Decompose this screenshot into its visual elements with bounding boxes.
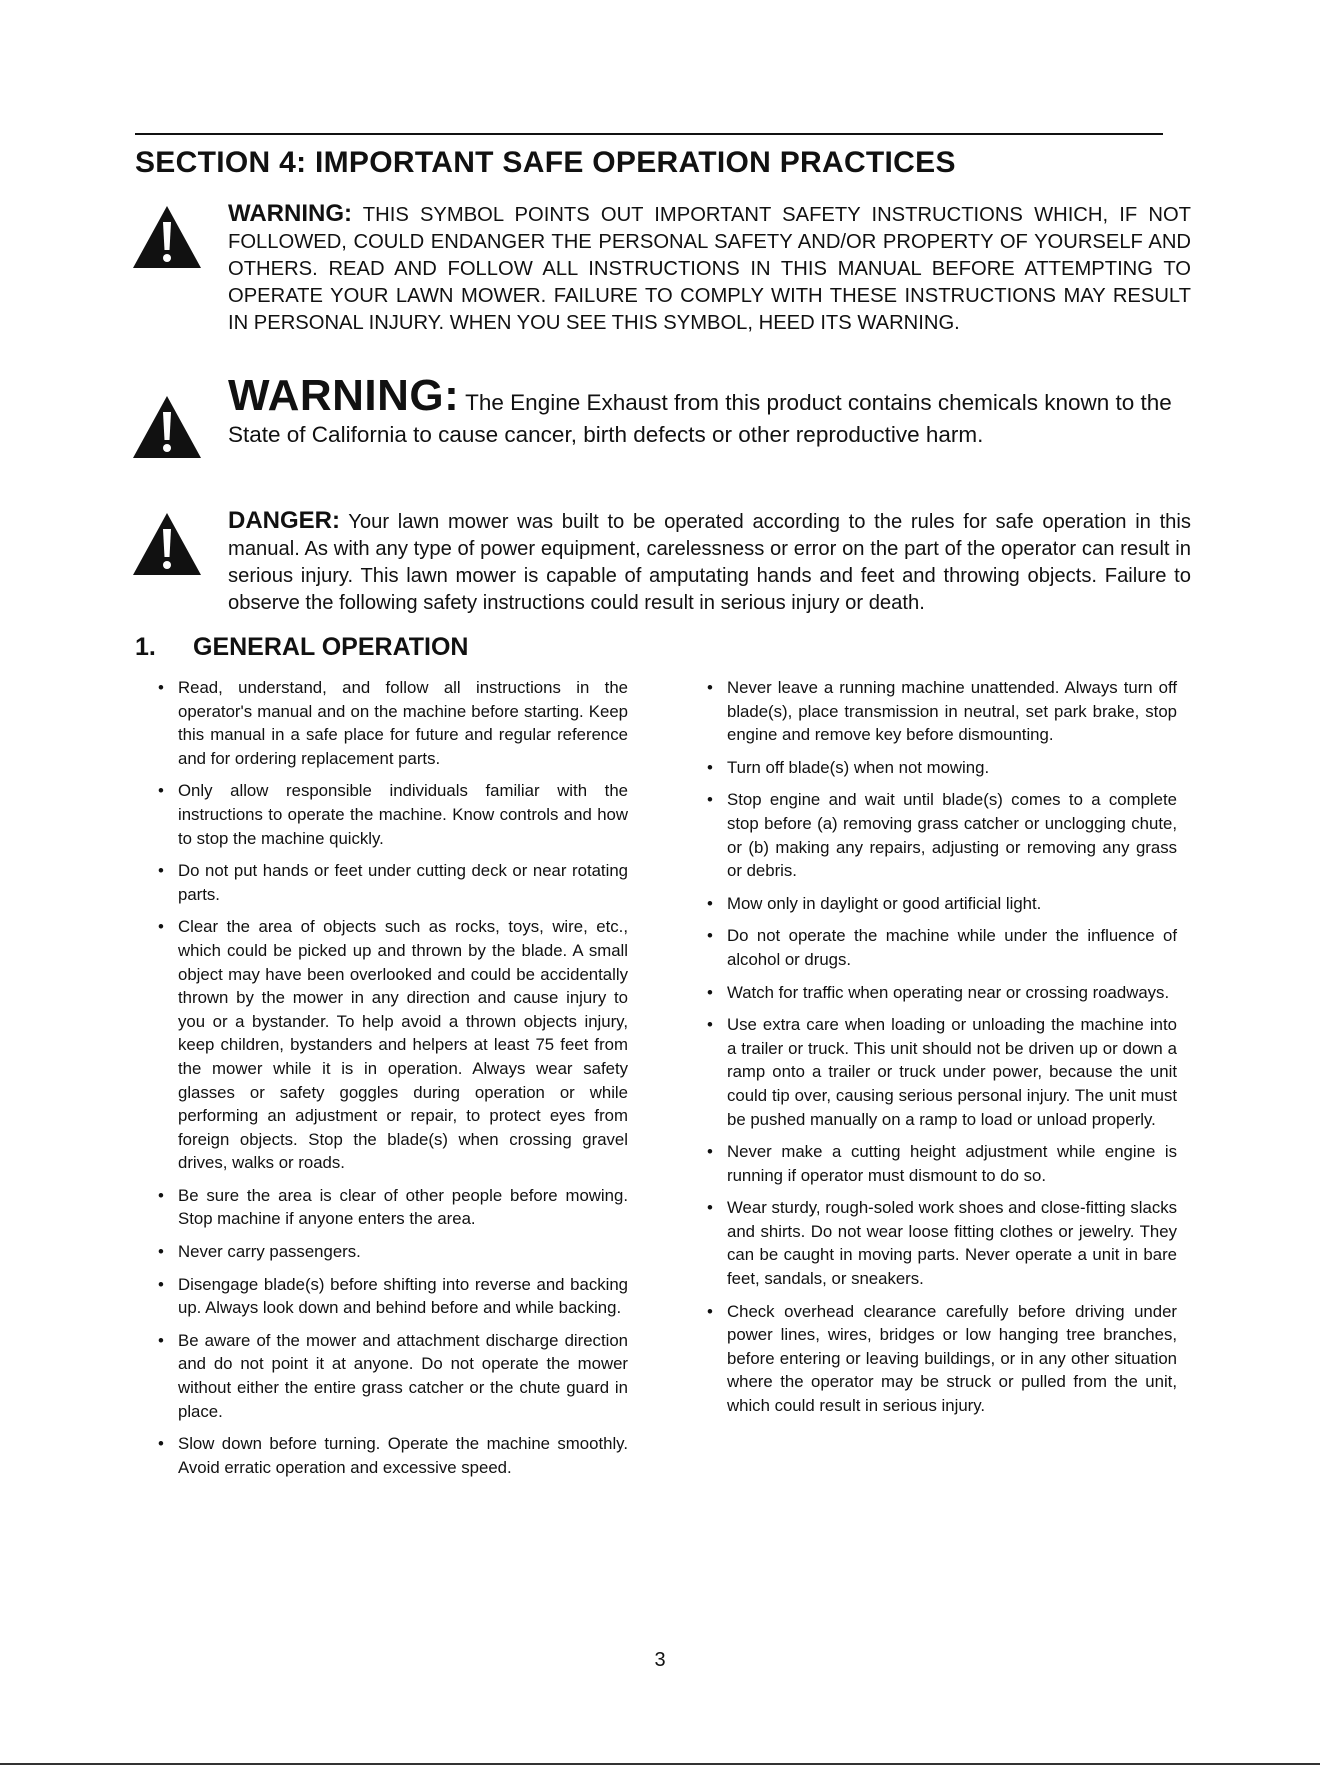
warning-triangle-icon [131,204,203,270]
list-item: • Clear the area of objects such as rocks, toys, wire, etc., which could be picked up and thrown by the blade. A small object may have been overlooked and could be accidentally thrown by the mower in any direction and cause injury to you or a bystander. To help avoid a thrown objects injury, keep children, bystanders and helpers at least 75 feet from the mower while it is in operation. Always wear safety glasses or safety goggles during operation or while performing an adjustment or repair, to protect eyes from foreign objects. Stop the blade(s) when crossing gravel drives, walks or roads. [158,917,628,1173]
list-item: • Disengage blade(s) before shifting into reverse and backing up. Always look down and behind before and while backing. [158,1274,628,1318]
list-item: • Never leave a running machine unattended. Always turn off blade(s), place transmission in neutral, set park brake, stop engine and remove key before dismounting. [707,678,1177,745]
list-item: • Read, understand, and follow all instructions in the operator's manual and on the machine before starting. Keep this manual in a safe place for future and regular reference and for ordering replacement parts. [158,678,628,768]
right-bullet-list [707,676,1177,1418]
warning-body: The Engine Exhaust from this product contains chemicals known to the State of California to cause cancer, birth defects or other reproductive harm. [228,390,1172,447]
heading-title: GENERAL OPERATION [193,633,469,661]
warning-signal-word: WARNING: [228,200,352,227]
danger-body: Your lawn mower was built to be operated according to the rules for safe operation in this manual. As with any type of power equipment, carelessness or error on the part of the operator can result in serious injury. This lawn mower is capable of amputating hands and feet and throwing objects. Failure to observe the following safety instructions could result in serious injury or death. [228,511,1191,614]
heading-number: 1. [135,633,156,661]
warning-triangle-icon [131,394,203,460]
section-title: SECTION 4: IMPORTANT SAFE OPERATION PRACTICES [135,146,956,179]
warning-text [228,200,1191,337]
warning-triangle-icon [131,511,203,577]
list-item: • Slow down before turning. Operate the machine smoothly. Avoid erratic operation and excessive speed. [158,1434,628,1477]
list-item: • Never make a cutting height adjustment while engine is running if operator must dismount to do so. [707,1142,1177,1185]
warning-signal-word: WARNING: [228,371,460,420]
right-column [707,676,1177,1427]
list-item: • Only allow responsible individuals familiar with the instructions to operate the machine. Know controls and how to stop the machine quickly. [158,781,628,848]
list-item: • Do not put hands or feet under cutting deck or near rotating parts. [158,861,628,904]
list-item: • Be aware of the mower and attachment discharge direction and do not point it at anyone. Do not operate the mower without either the entire grass catcher or the chute guard in place. [158,1330,628,1421]
list-item: • Do not operate the machine while under the influence of alcohol or drugs. [707,926,1177,969]
california-warning [131,371,1191,460]
general-operation-heading [135,633,469,662]
bottom-edge-line [0,1763,1320,1765]
top-rule [135,133,1163,135]
list-item: • Use extra care when loading or unloading the machine into a trailer or truck. This unit should not be driven up or down a ramp onto a trailer or truck under power, because the unit could tip over, causing serious personal injury. The unit must be pushed manually on a ramp to load or unload properly. [707,1015,1177,1129]
list-item: • Watch for traffic when operating near or crossing roadways. [707,982,1170,1002]
list-item: • Check overhead clearance carefully before driving under power lines, wires, bridges or low hanging tree branches, before entering or leaving buildings, or in any other situation where the operator may be struck or pulled from the unit, which could result in serious injury. [707,1301,1177,1416]
left-column [158,676,628,1488]
danger-signal-word: DANGER: [228,507,340,534]
list-item: • Never carry passengers. [158,1242,361,1262]
list-item: • Stop engine and wait until blade(s) comes to a complete stop before (a) removing grass catcher or unclogging chute, or (b) making any repairs, adjusting or removing any grass or debris. [707,790,1177,881]
warning-text [228,371,1191,451]
page-number: 3 [654,1649,666,1671]
danger-text [228,507,1191,617]
list-item: • Be sure the area is clear of other people before mowing. Stop machine if anyone enters the area. [158,1185,628,1229]
list-item: • Mow only in daylight or good artificial light. [707,893,1042,913]
list-item: • Wear sturdy, rough-soled work shoes and close-fitting slacks and shirts. Do not wear loose fitting clothes or jewelry. They can be caught in moving parts. Never operate a unit in bare feet, sandals, or sneakers. [707,1198,1177,1289]
safety-symbol-warning [131,200,1191,360]
left-bullet-list [158,676,628,1479]
danger-notice [131,507,1191,617]
list-item: • Turn off blade(s) when not mowing. [707,757,990,777]
warning-body: THIS SYMBOL POINTS OUT IMPORTANT SAFETY INSTRUCTIONS WHICH, IF NOT FOLLOWED, COULD ENDANGER THE PERSONAL SAFETY AND/OR PROPERTY OF YOURSELF AND OTHERS. READ AND FOLLOW ALL INSTRUCTIONS IN THIS MANUAL BEFORE ATTEMPTING TO OPERATE YOUR LAWN MOWER. FAILURE TO COMPLY WITH THESE INSTRUCTIONS MAY RESULT IN PERSONAL INJURY. WHEN YOU SEE THIS SYMBOL, HEED ITS WARNING. [228,204,1191,334]
